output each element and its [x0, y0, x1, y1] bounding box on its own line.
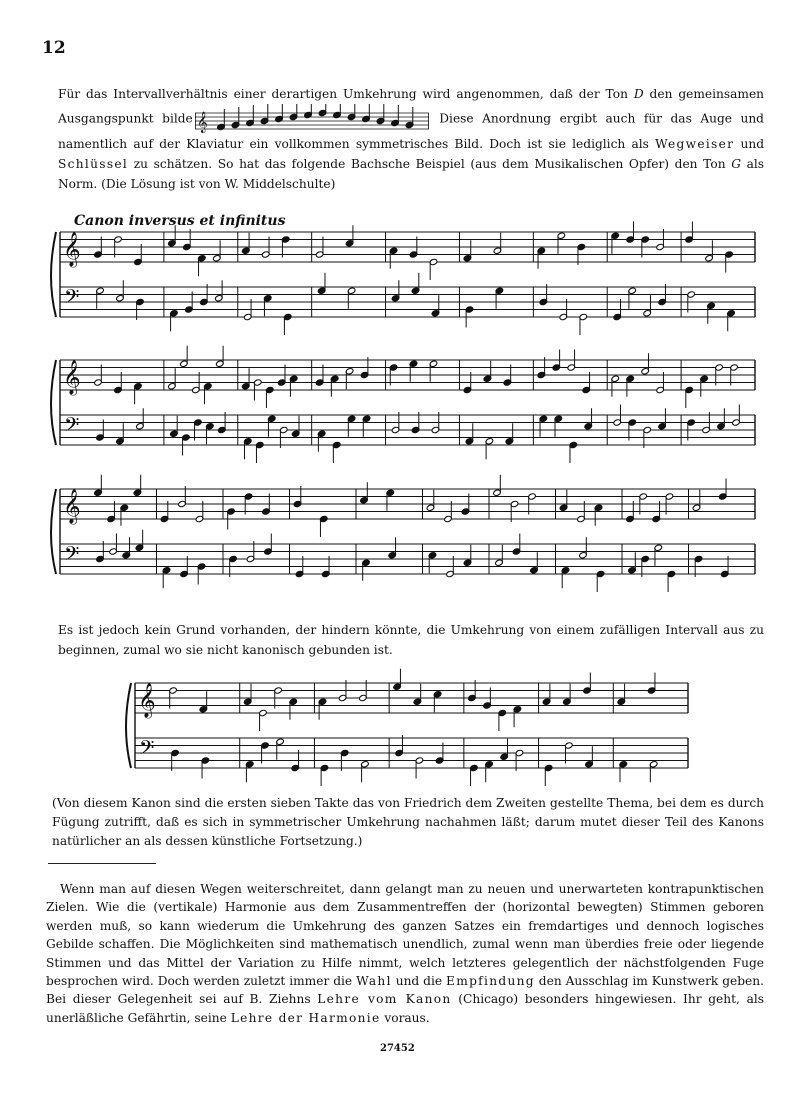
svg-text:𝄢: 𝄢 — [64, 285, 80, 313]
inversion-paragraph: Es ist jedoch kein Grund vorhanden, der hindern könnte, die Umkehrung von einem zufälligen Intervall aus zu beginnen, zumal wo sie nicht kanonisch gebunden ist. — [58, 623, 764, 657]
page-number: 12 — [42, 38, 66, 58]
svg-text:𝄞: 𝄞 — [138, 683, 156, 718]
svg-text:𝄞: 𝄞 — [63, 232, 81, 267]
svg-text:𝄢: 𝄢 — [139, 736, 155, 764]
canon-caption: Canon inversus et infinitus — [74, 213, 286, 229]
svg-text:𝄞: 𝄞 — [63, 489, 81, 524]
svg-text:𝄢: 𝄢 — [64, 542, 80, 570]
svg-text:𝄞: 𝄞 — [196, 112, 208, 133]
theme-note-paragraph: (Von diesem Kanon sind die ersten sieben Takte das von Friedrich dem Zweiten gestellte Thema, bei dem es durch Fügung zutrifft, daß es sich in symmetrischer Umkehrung nachahmen läßt; darum mutet dieser Teil des Kanons natürlicher an als dessen künstliche Fortsetzung.) — [52, 796, 764, 848]
footnote-rule — [48, 863, 156, 864]
svg-text:𝄢: 𝄢 — [64, 413, 80, 441]
plate-number: 27452 — [380, 1043, 415, 1054]
intro-paragraph: Für das Intervallverhältnis einer derartigen Umkehrung wird angenommen, daß der Ton D den gemeinsamen Ausgangspunkt bilde 𝄞 Diese Anordnung ergibt auch für das Auge und namentlich auf der Klaviatur ein vollkommen symmetrisches Bild. Doch ist sie lediglich als Wegweiser und Schlüssel zu schätzen. So hat das folgende Bachsche Beispiel (aus dem Musikalischen Opfer) den Ton G als Norm. (Die Lösung ist von W. Middelschulte) — [58, 87, 765, 191]
closing-paragraph: Wenn man auf diesen Wegen weiterschreitet, dann gelangt man zu neuen und unerwarteten kontrapunktischen Zielen. Wie die (vertikale) Harmonie aus dem Zusammentreffen der (horizontal bewegten) Stimmen geboren werden muß, so kann wiederum die Umkehrung des ganzen Satzes ein fremdartiges und dennoch logisches Gebilde schaffen. Die Möglichkeiten sind mathematisch unendlich, zumal wenn man überdies freie oder liegende Stimmen und das Mittel der Variation zu Hilfe nimmt, welch letzteres gelegentlich der nächstfolgenden Fuge besprochen wird. Doch werden zuletzt immer die Wahl und die Empfindung den Ausschlag im Kunstwerk geben. Bei dieser Gelegenheit sei auf B. Ziehns Lehre vom Kanon (Chicago) besonders hingewiesen. Ihr geht, als unerläßliche Gefährtin, seine Lehre der Harmonie voraus. — [46, 882, 764, 1025]
svg-text:𝄞: 𝄞 — [63, 360, 81, 395]
